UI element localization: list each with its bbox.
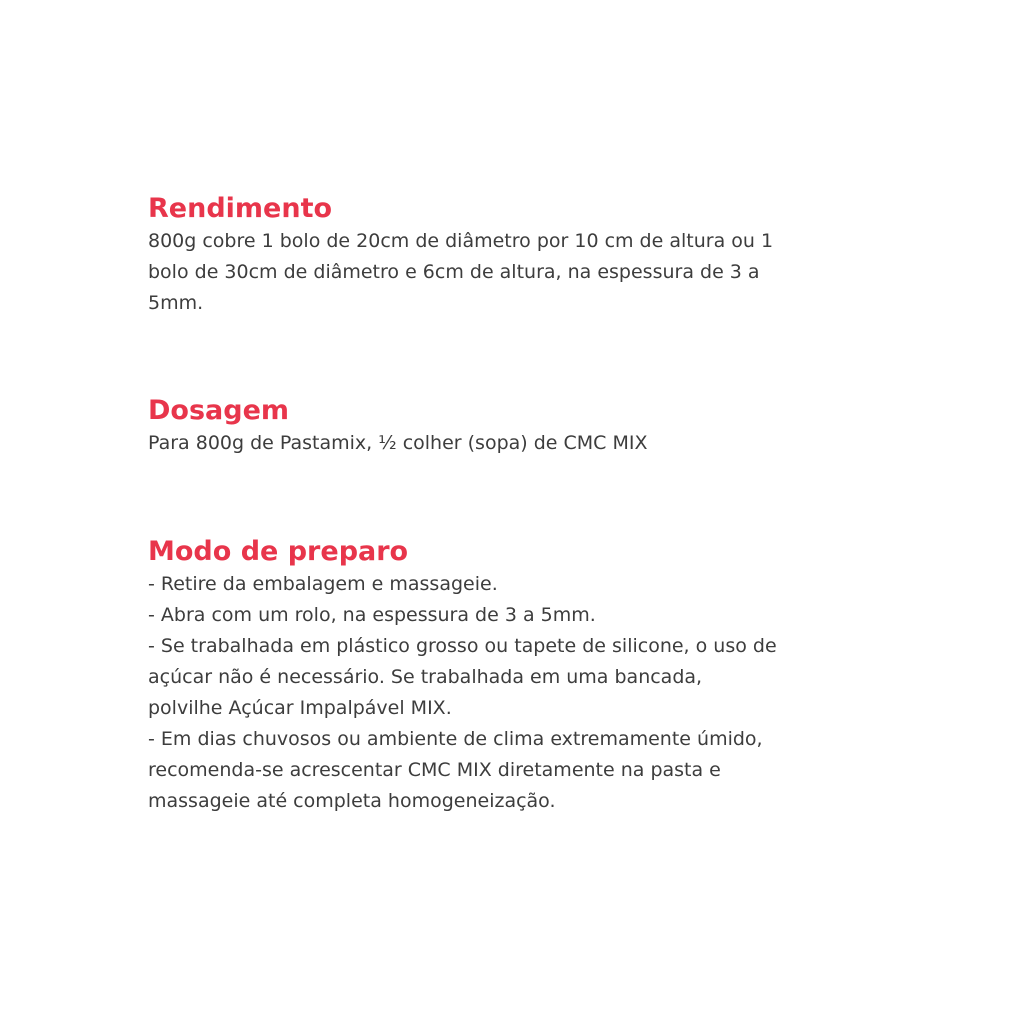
text-line: açúcar não é necessário. Se trabalhada em uma bancada, bbox=[148, 666, 703, 688]
text-line: 5mm. bbox=[148, 292, 204, 314]
text-line: Para 800g de Pastamix, ½ colher (sopa) de CMC MIX bbox=[148, 432, 648, 454]
section-dosagem bbox=[148, 394, 908, 459]
text-line: bolo de 30cm de diâmetro e 6cm de altura, na espessura de 3 a bbox=[148, 261, 760, 283]
text-line: - Abra com um rolo, na espessura de 3 a 5mm. bbox=[148, 604, 596, 626]
section-body-modo-de-preparo bbox=[148, 569, 908, 817]
text-line: massageie até completa homogeneização. bbox=[148, 790, 556, 812]
section-body-rendimento bbox=[148, 226, 908, 319]
section-body-dosagem bbox=[148, 428, 908, 459]
text-line: - Se trabalhada em plástico grosso ou tapete de silicone, o uso de bbox=[148, 635, 777, 657]
text-line: polvilhe Açúcar Impalpável MIX. bbox=[148, 697, 452, 719]
text-line: - Em dias chuvosos ou ambiente de clima extremamente úmido, bbox=[148, 728, 763, 750]
section-title-dosagem: Dosagem bbox=[148, 395, 290, 426]
section-title-rendimento: Rendimento bbox=[148, 193, 333, 224]
section-rendimento bbox=[148, 192, 908, 319]
text-line: recomenda-se acrescentar CMC MIX diretamente na pasta e bbox=[148, 759, 721, 781]
text-line: - Retire da embalagem e massageie. bbox=[148, 573, 498, 595]
section-modo-de-preparo bbox=[148, 535, 908, 817]
text-line: 800g cobre 1 bolo de 20cm de diâmetro por 10 cm de altura ou 1 bbox=[148, 230, 774, 252]
section-title-modo-de-preparo: Modo de preparo bbox=[148, 536, 409, 567]
